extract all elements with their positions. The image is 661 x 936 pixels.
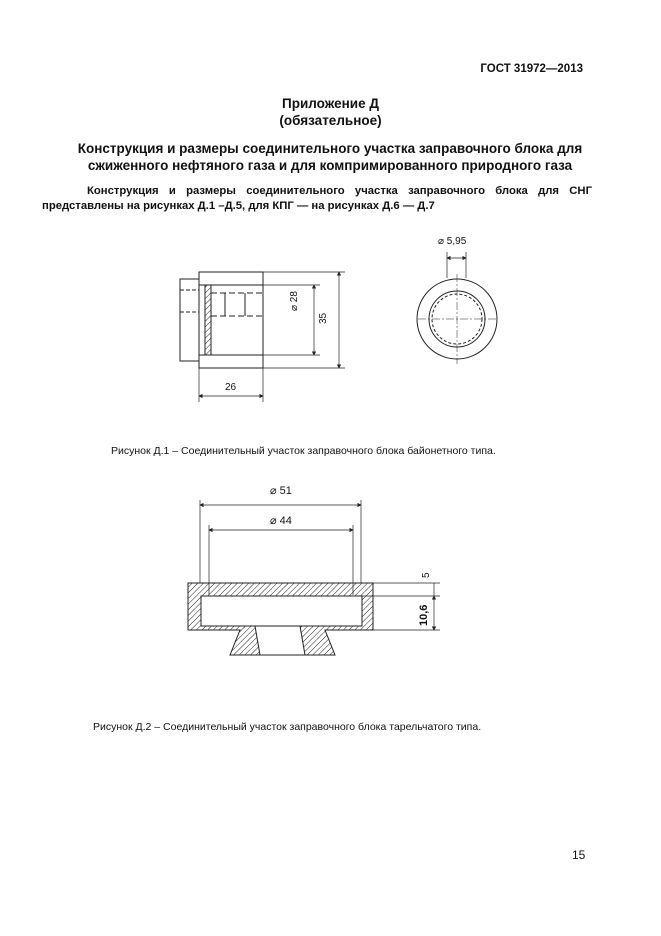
figure-2-caption: Рисунок Д.2 – Соединительный участок заправочного блока тарельчатого типа.: [93, 721, 482, 733]
figure-2-drawing: [188, 500, 440, 655]
figure-1-side-view: [180, 272, 345, 402]
figure-1-front-view: [417, 252, 497, 364]
intro-line-2: представлены на рисунках Д.1 –Д.5, для КПГ — на рисунках Д.6 — Д.7: [42, 200, 435, 212]
fig1-height-label: 35: [318, 312, 329, 324]
fig2-outer-diameter-label: ⌀ 51: [270, 485, 292, 497]
intro-line-1: Конструкция и размеры соединительного участка заправочного блока для СНГ: [87, 185, 592, 197]
fig1-diameter-label: ⌀ 28: [289, 291, 300, 311]
fig1-length-label: 26: [225, 382, 237, 393]
fig2-height-label: 10,6: [418, 604, 430, 626]
standard-number: ГОСТ 31972—2013: [480, 63, 583, 75]
fig2-inner-diameter-label: ⌀ 44: [270, 515, 292, 527]
appendix-title: Приложение Д: [282, 96, 379, 111]
section-title-line-2: сжиженного нефтяного газа и для компримированного природного газа: [87, 158, 573, 173]
fig2-top-label: 5: [421, 572, 432, 578]
figure-1-caption: Рисунок Д.1 – Соединительный участок заправочного блока байонетного типа.: [111, 445, 496, 457]
page-number: 15: [572, 848, 586, 862]
section-title-line-1: Конструкция и размеры соединительного участка заправочного блока для: [77, 141, 583, 156]
appendix-status: (обязательное): [279, 113, 382, 128]
fig1-slot-label: ⌀ 5,95: [438, 236, 467, 247]
